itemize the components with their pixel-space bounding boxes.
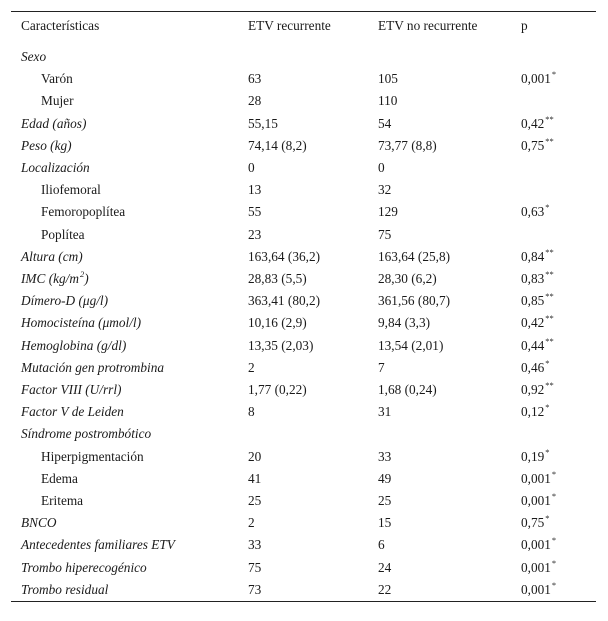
- significance-marker: *: [545, 446, 550, 457]
- table-row: [11, 423, 596, 445]
- etv-no-recurrente-cell: [368, 423, 511, 445]
- significance-marker: *: [545, 202, 550, 213]
- etv-no-recurrente-cell: [368, 40, 511, 68]
- significance-marker: *: [545, 513, 550, 524]
- header-row: [11, 12, 596, 40]
- row-label: [11, 446, 238, 468]
- etv-recurrente-cell: 8: [248, 404, 255, 420]
- row-label-text: Edema: [41, 470, 78, 486]
- p-value: 0,85: [521, 293, 545, 309]
- p-value-cell: [511, 335, 596, 357]
- etv-no-recurrente-cell: 9,84 (3,3): [378, 315, 431, 331]
- row-label-text: Factor VIII (U/rrl): [21, 382, 122, 398]
- row-label-text: Dímero-D (μg/l): [21, 293, 109, 309]
- etv-no-recurrente-cell: 1,68 (0,24): [378, 382, 437, 398]
- significance-marker: *: [545, 357, 550, 368]
- p-value: 0,12: [521, 404, 545, 420]
- row-label-text: Trombo residual: [21, 581, 109, 597]
- etv-no-recurrente-cell: 33: [378, 448, 392, 464]
- p-value-cell: [511, 312, 596, 334]
- etv-recurrente-cell: 41: [248, 470, 262, 486]
- etv-no-recurrente-cell: 7: [378, 359, 385, 375]
- etv-no-recurrente-cell: 49: [378, 470, 392, 486]
- significance-marker: **: [545, 269, 554, 280]
- table-row: [11, 335, 596, 357]
- significance-marker: *: [545, 402, 550, 413]
- etv-no-recurrente-cell: 31: [378, 404, 392, 420]
- etv-no-recurrente-cell: 75: [378, 226, 392, 242]
- row-label-text: IMC $(kg/m^2)$: [21, 269, 89, 287]
- significance-marker: **: [545, 135, 554, 146]
- significance-marker: *: [551, 468, 557, 479]
- row-label: [11, 312, 238, 334]
- p-value-cell: [511, 557, 596, 579]
- row-label-text: Hiperpigmentación: [41, 448, 144, 464]
- significance-marker: **: [545, 313, 554, 324]
- significance-marker: *: [551, 535, 557, 546]
- etv-recurrente-cell: 28: [248, 93, 262, 109]
- row-label: [11, 357, 238, 379]
- row-label-text: Antecedentes familiares ETV: [21, 537, 175, 553]
- row-label: [11, 157, 238, 179]
- table-row: [11, 579, 596, 601]
- p-value-cell: [511, 468, 596, 490]
- row-label-text: Trombo hiperecogénico: [21, 559, 147, 575]
- row-label-text: Hemoglobina (g/dl): [21, 337, 127, 353]
- table-row: [11, 135, 596, 157]
- label-tail: ): [84, 271, 89, 287]
- row-label: [11, 512, 238, 534]
- table-row: [11, 534, 596, 556]
- etv-recurrente-cell: 10,16 (2,9): [248, 315, 307, 331]
- row-label-text: Altura (cm): [21, 248, 83, 264]
- table-row: [11, 68, 596, 90]
- p-value: 0,46: [521, 359, 545, 375]
- row-label-text: Femoropoplítea: [41, 204, 126, 220]
- p-value: 0,001: [521, 71, 551, 87]
- p-value-cell: [511, 446, 596, 468]
- header-caracteristicas: Características: [21, 18, 100, 33]
- p-value-cell: [511, 534, 596, 556]
- significance-marker: *: [551, 491, 557, 502]
- etv-recurrente-cell: 13: [248, 182, 262, 198]
- row-label: [11, 224, 238, 246]
- table-row: [11, 557, 596, 579]
- etv-recurrente-cell: 25: [248, 493, 262, 509]
- p-value: 0,001: [521, 581, 551, 597]
- header-p: p: [521, 18, 528, 33]
- etv-no-recurrente-cell: 54: [378, 115, 392, 131]
- table-row: [11, 113, 596, 135]
- table-row: [11, 357, 596, 379]
- p-value-cell: [511, 90, 596, 112]
- etv-no-recurrente-cell: 6: [378, 537, 385, 553]
- p-value-cell: [511, 290, 596, 312]
- p-value-cell: [511, 179, 596, 201]
- table-row: [11, 224, 596, 246]
- etv-recurrente-cell: 73: [248, 581, 262, 597]
- etv-recurrente-cell: 13,35 (2,03): [248, 337, 314, 353]
- p-value: 0,75: [521, 137, 545, 153]
- row-label: [11, 40, 238, 68]
- p-value-cell: [511, 201, 596, 223]
- etv-recurrente-cell: 55: [248, 204, 262, 220]
- row-label: [11, 401, 238, 423]
- table-row: [11, 312, 596, 334]
- p-value: 0,001: [521, 493, 551, 509]
- significance-marker: **: [545, 246, 554, 257]
- table-row: [11, 490, 596, 512]
- table-row: [11, 246, 596, 268]
- etv-recurrente-cell: [238, 423, 368, 445]
- etv-recurrente-cell: 163,64 (36,2): [248, 248, 321, 264]
- row-label-text: Síndrome postrombótico: [21, 426, 152, 442]
- row-label: [11, 68, 238, 90]
- p-value: 0,83: [521, 271, 545, 287]
- etv-recurrente-cell: 75: [248, 559, 262, 575]
- significance-marker: **: [545, 113, 554, 124]
- header-etv-no-recurrente: ETV no recurrente: [378, 18, 478, 33]
- row-label-text: Iliofemoral: [41, 182, 101, 198]
- row-label: [11, 179, 238, 201]
- row-label-text: Mutación gen protrombina: [21, 359, 165, 375]
- row-label-text: BNCO: [21, 515, 57, 531]
- table-row: [11, 268, 596, 290]
- etv-recurrente-cell: 28,83 (5,5): [248, 271, 307, 287]
- etv-no-recurrente-cell: 15: [378, 515, 392, 531]
- significance-marker: **: [545, 291, 554, 302]
- row-label-text: Localización: [21, 160, 90, 176]
- p-value: 0,001: [521, 470, 551, 486]
- etv-recurrente-cell: 2: [248, 515, 255, 531]
- row-label: [11, 268, 238, 290]
- row-label: [11, 290, 238, 312]
- p-value-cell: [511, 579, 596, 601]
- p-value: 0,92: [521, 382, 545, 398]
- row-label-text: Sexo: [21, 49, 47, 64]
- row-label-text: Homocisteína (μmol/l): [21, 315, 142, 331]
- etv-recurrente-cell: 20: [248, 448, 262, 464]
- table-row: [11, 379, 596, 401]
- etv-recurrente-cell: [238, 40, 368, 68]
- p-value-cell: [511, 512, 596, 534]
- table-row: [11, 201, 596, 223]
- p-value-cell: [511, 135, 596, 157]
- p-value-cell: [511, 357, 596, 379]
- etv-recurrente-cell: 0: [248, 160, 255, 176]
- etv-recurrente-cell: 2: [248, 359, 255, 375]
- row-label-text: Factor V de Leiden: [21, 404, 124, 420]
- row-label-text: Mujer: [41, 93, 74, 109]
- p-value: 0,44: [521, 337, 545, 353]
- table-row: [11, 446, 596, 468]
- p-value-cell: [511, 113, 596, 135]
- table-row: [11, 40, 596, 68]
- etv-no-recurrente-cell: 110: [378, 93, 398, 109]
- etv-recurrente-cell: 63: [248, 71, 262, 87]
- label-superscript: 2: [79, 269, 85, 280]
- table-row: [11, 179, 596, 201]
- etv-no-recurrente-cell: 13,54 (2,01): [378, 337, 444, 353]
- p-value-cell: [511, 423, 596, 445]
- row-label: [11, 201, 238, 223]
- p-value-cell: [511, 40, 596, 68]
- etv-no-recurrente-cell: 0: [378, 160, 385, 176]
- row-label-text: Varón: [41, 71, 73, 87]
- table-row: [11, 290, 596, 312]
- row-label: [11, 246, 238, 268]
- etv-recurrente-cell: 74,14 (8,2): [248, 137, 307, 153]
- row-label: [11, 579, 238, 601]
- row-label-text: Poplítea: [41, 226, 85, 242]
- significance-marker: *: [551, 69, 557, 80]
- etv-recurrente-cell: 23: [248, 226, 262, 242]
- row-label: [11, 534, 238, 556]
- bottom-rule: [11, 601, 596, 602]
- etv-no-recurrente-cell: 25: [378, 493, 392, 509]
- data-table: [11, 12, 596, 601]
- p-value: 0,84: [521, 248, 545, 264]
- p-value-cell: [511, 379, 596, 401]
- p-value-cell: [511, 246, 596, 268]
- etv-recurrente-cell: 33: [248, 537, 262, 553]
- header-etv-recurrente: ETV recurrente: [248, 18, 331, 33]
- etv-recurrente-cell: 55,15: [248, 115, 278, 131]
- p-value-cell: [511, 268, 596, 290]
- etv-recurrente-cell: 363,41 (80,2): [248, 293, 321, 309]
- p-value: 0,63: [521, 204, 545, 220]
- table-row: [11, 512, 596, 534]
- table-row: [11, 468, 596, 490]
- p-value: 0,19: [521, 448, 545, 464]
- significance-marker: *: [551, 579, 557, 590]
- etv-no-recurrente-cell: 163,64 (25,8): [378, 248, 451, 264]
- significance-marker: *: [551, 557, 557, 568]
- etv-no-recurrente-cell: 22: [378, 581, 392, 597]
- row-label-text: Eritema: [41, 493, 84, 509]
- p-value: 0,001: [521, 559, 551, 575]
- p-value-cell: [511, 224, 596, 246]
- table-body: [11, 40, 596, 601]
- p-value-cell: [511, 401, 596, 423]
- etv-recurrente-cell: 1,77 (0,22): [248, 382, 307, 398]
- row-label: [11, 423, 238, 445]
- row-label: [11, 468, 238, 490]
- row-label: [11, 113, 238, 135]
- row-label: [11, 557, 238, 579]
- table-row: [11, 401, 596, 423]
- table-row: [11, 157, 596, 179]
- etv-no-recurrente-cell: 73,77 (8,8): [378, 137, 437, 153]
- table-header: [11, 12, 596, 40]
- etv-no-recurrente-cell: 361,56 (80,7): [378, 293, 451, 309]
- p-value-cell: [511, 68, 596, 90]
- p-value: 0,75: [521, 515, 545, 531]
- significance-marker: **: [545, 335, 554, 346]
- row-label: [11, 90, 238, 112]
- etv-no-recurrente-cell: 105: [378, 71, 398, 87]
- data-table-container: [11, 11, 596, 602]
- p-value-cell: [511, 490, 596, 512]
- table-row: [11, 90, 596, 112]
- row-label: [11, 490, 238, 512]
- significance-marker: **: [545, 380, 554, 391]
- etv-no-recurrente-cell: 32: [378, 182, 392, 198]
- p-value: 0,42: [521, 115, 545, 131]
- row-label: [11, 335, 238, 357]
- etv-no-recurrente-cell: 24: [378, 559, 392, 575]
- row-label-text: Edad (años): [21, 115, 87, 131]
- row-label: [11, 135, 238, 157]
- p-value: 0,42: [521, 315, 545, 331]
- row-label: [11, 379, 238, 401]
- p-value: 0,001: [521, 537, 551, 553]
- etv-no-recurrente-cell: 28,30 (6,2): [378, 271, 437, 287]
- etv-no-recurrente-cell: 129: [378, 204, 398, 220]
- row-label-text: Peso (kg): [21, 137, 72, 153]
- p-value-cell: [511, 157, 596, 179]
